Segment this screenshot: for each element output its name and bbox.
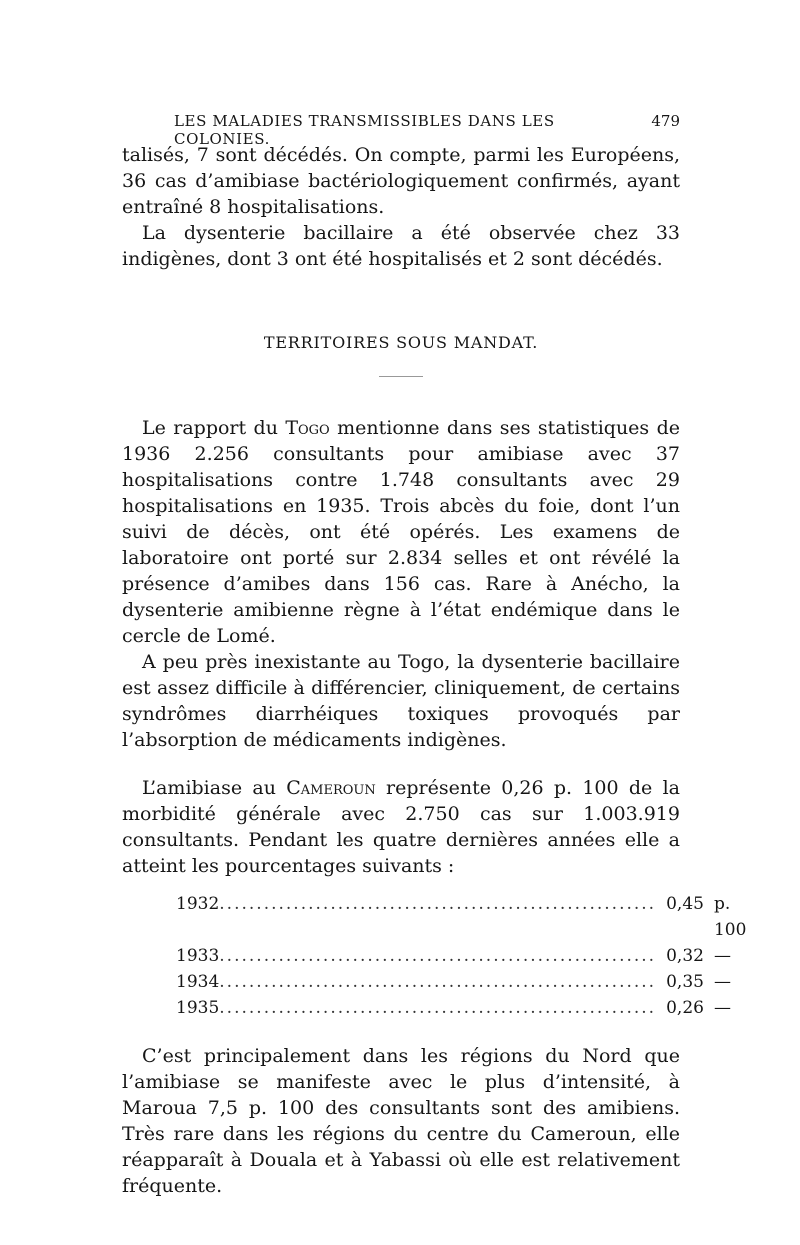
paragraph-cameroun-2: C’est principalement dans les régions du Nord que l’amibiase se manifeste avec le plus d’intensité, à Maroua 7,5 p. 100 des consultants sont des amibiens. Très rare dans les régions du centre du Cameroun, elle réapparaît à Douala et à Yabassi où elle est relativement fréquente. bbox=[122, 1045, 680, 1197]
place-name-cameroun: Cameroun bbox=[286, 777, 376, 799]
dot-leader: ........................................................... bbox=[219, 894, 657, 914]
running-head bbox=[174, 112, 680, 148]
row-year: 1932 bbox=[176, 894, 220, 914]
section-heading: TERRITOIRES SOUS MANDAT. bbox=[263, 333, 539, 352]
dot-leader: ........................................................... bbox=[219, 998, 657, 1018]
dot-leader: ........................................................... bbox=[219, 946, 657, 966]
paragraph-bacillaire: La dysenterie bacillaire a été observée chez 33 indigènes, dont 3 ont été hospitalisés et 2 sont décédés. bbox=[122, 222, 680, 270]
row-percentage: 0,26 bbox=[666, 998, 704, 1018]
paragraph-continuation: talisés, 7 sont décédés. On compte, parmi les Européens, 36 cas d’amibiase bactériologiquement confirmés, ayant entraîné 8 hospitalisations. bbox=[122, 144, 680, 218]
table-row bbox=[176, 943, 731, 969]
row-unit: — bbox=[713, 972, 731, 992]
row-unit: — bbox=[713, 946, 731, 966]
book-page bbox=[122, 112, 747, 1199]
paragraph-togo-2: A peu près inexistante au Togo, la dysenterie bacillaire est assez difficile à différencier, cliniquement, de certains syndrômes diarrhéiques toxiques provoqués par l’absorption de médicaments indigènes. bbox=[122, 651, 680, 751]
page-number: 479 bbox=[651, 112, 680, 130]
row-percentage: 0,45 bbox=[666, 894, 704, 914]
table-row bbox=[176, 995, 731, 1021]
togo-text-lead: Le rapport du bbox=[142, 417, 286, 439]
percentage-table bbox=[176, 891, 747, 1021]
place-name-togo: Togo bbox=[285, 417, 330, 439]
table-row bbox=[176, 969, 731, 995]
row-year: 1933 bbox=[176, 946, 220, 966]
table-row bbox=[176, 891, 747, 943]
cameroun-text-lead: L’amibiase au bbox=[142, 777, 287, 799]
row-unit: p. 100 bbox=[713, 894, 747, 940]
row-percentage: 0,32 bbox=[666, 946, 704, 966]
row-year: 1935 bbox=[176, 998, 220, 1018]
paragraph-cameroun-1 bbox=[122, 775, 680, 879]
row-year: 1934 bbox=[176, 972, 220, 992]
section-rule bbox=[379, 376, 423, 377]
cameroun-text-body: représente 0,26 p. 100 de la morbidité générale avec 2.750 cas sur 1.003.919 consultants. Pendant les quatre dernières années elle a atteint les pourcentages suivants : bbox=[122, 777, 680, 877]
running-head-title: LES MALADIES TRANSMISSIBLES DANS LES COLONIES. bbox=[174, 112, 555, 148]
row-percentage: 0,35 bbox=[666, 972, 704, 992]
paragraph-togo-1 bbox=[122, 415, 680, 649]
row-unit: — bbox=[713, 998, 731, 1018]
togo-text-body: mentionne dans ses statistiques de 1936 2.256 consultants pour amibiase avec 37 hospitalisations contre 1.748 consultants avec 29 hospitalisations en 1935. Trois abcès du foie, dont l’un suivi de décès, ont été opérés. Les examens de laboratoire ont porté sur 2.834 selles et ont révélé la présence d’amibes dans 156 cas. Rare à Anécho, la dysenterie amibienne règne à l’état endémique dans le cercle de Lomé. bbox=[122, 417, 680, 647]
dot-leader: ........................................................... bbox=[219, 972, 657, 992]
